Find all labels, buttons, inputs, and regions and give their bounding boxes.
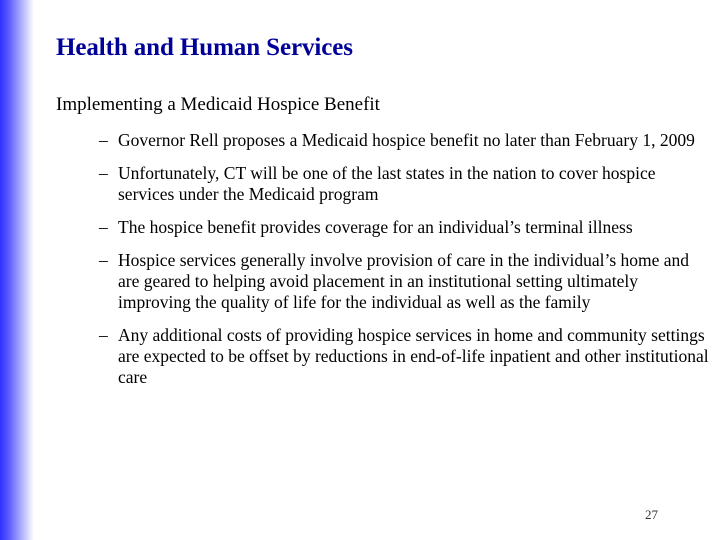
dash-icon: –: [99, 250, 108, 270]
page-number: 27: [645, 507, 658, 522]
bullet-text: Hospice services generally involve provision of care in the individual’s home and are geared to helping avoid placement in an institutional setting ultimately improving the quality of life for the individual as well as the family: [118, 250, 690, 312]
bullet-item: [99, 130, 714, 151]
bullet-item: [99, 217, 714, 238]
slide-title: Health and Human Services: [56, 34, 353, 61]
dash-icon: –: [99, 217, 108, 237]
section-heading: Implementing a Medicaid Hospice Benefit: [56, 94, 380, 115]
bullet-item: [99, 250, 714, 313]
left-gradient-bar: [0, 0, 34, 540]
bullet-text: Unfortunately, CT will be one of the last states in the nation to cover hospice services under the Medicaid program: [118, 163, 656, 204]
bullet-text: The hospice benefit provides coverage for an individual’s terminal illness: [118, 217, 633, 237]
bullet-text: Governor Rell proposes a Medicaid hospice benefit no later than February 1, 2009: [118, 130, 695, 150]
bullet-item: [99, 163, 714, 205]
bullet-list: [99, 130, 714, 400]
dash-icon: –: [99, 163, 108, 183]
dash-icon: –: [99, 325, 108, 345]
bullet-item: [99, 325, 714, 388]
bullet-text: Any additional costs of providing hospice services in home and community settings are expected to be offset by reductions in end-of-life inpatient and other institutional care: [118, 325, 709, 387]
dash-icon: –: [99, 130, 108, 150]
